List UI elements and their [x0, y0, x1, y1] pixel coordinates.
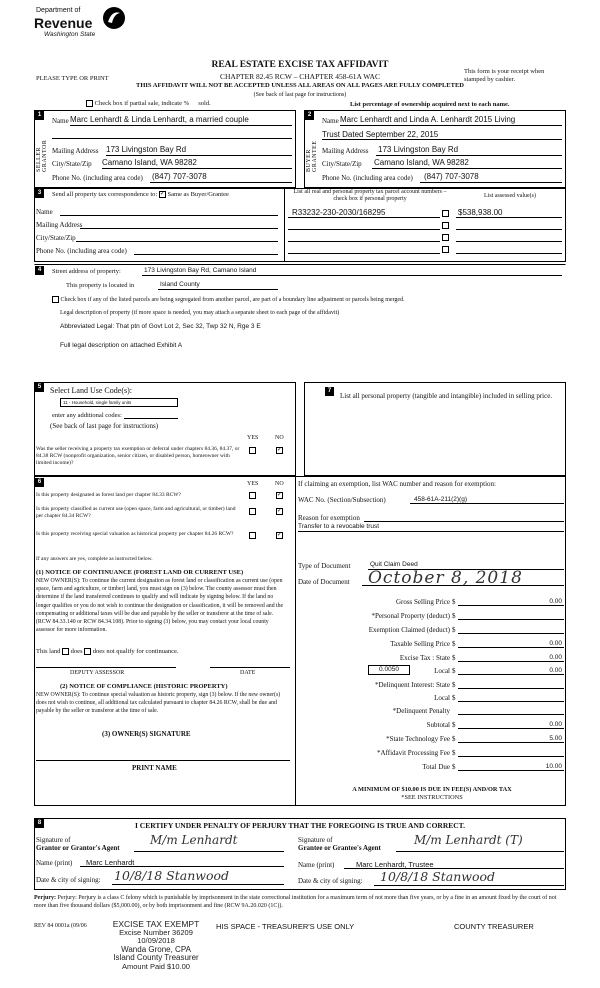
land-use-select[interactable]: 11 - Household, single family units	[60, 398, 178, 407]
perjury-statement: Perjury: Perjury: Perjury is a class C felony which is punishable by imprisonment in the state correctional institution for a maximum term of not more than five years, or by a fine in an amount fixed by the court of not more than five thousand dollars ($5,000.00), or by both imprisonment and fine (RCW 9A.20.020 (1C)).	[34, 895, 557, 909]
buyer-phone-label: Phone No. (including area code)	[322, 174, 413, 182]
current-use-no-checkbox[interactable]: ✓	[277, 508, 283, 514]
buyer-phone: (847) 707-3078	[424, 172, 479, 181]
delinq-local-currency: $	[452, 694, 456, 702]
delinq-state-label: *Delinquent Interest: State	[374, 681, 450, 689]
grantee-name: Marc Lenhardt, Trustee	[356, 860, 434, 869]
subtotal-label: Subtotal	[426, 721, 450, 729]
parcel-header: List all real and personal property tax parcel account numbers – check box if personal property	[293, 189, 447, 202]
seller-name-label: Name	[52, 117, 69, 125]
grantee-name-label: Name (print)	[298, 861, 335, 869]
s5-yes: YES	[247, 435, 259, 441]
compliance-body: NEW OWNER(S): To continue special valuation as historic property, sign (3) below. If the new owner(s) does not wish to continue, all additional tax calculated pursuant to chapter 84.26 RCW, shall be due and payable by the seller or transferor at the time of sale.	[36, 692, 281, 714]
continuance-body: NEW OWNER(S): To continue the current designation as forest land or classification as current use (open space, farm and agriculture, or timber) land, you must sign on (3) below. The county assessor must then determine if the land transferred continues to qualify and will indicate by signing below. If the land no longer qualifies or you do not wish to continue the designation or classification, it will be removed and the compensating or additional taxes will be due and payable by the seller or transferor at the time of sale. (RCW 84.33.140 or RCW 84.34.108). Prior to signing (3) below, you may contact your local county assessor for more information.	[36, 578, 284, 634]
does-checkbox[interactable]	[62, 648, 69, 655]
grantor-sig-label: Signature of Grantor or Grantor's Agent	[36, 836, 120, 852]
excise-state-label: Excise Tax : State	[399, 654, 450, 662]
s3-city-label: City/State/Zip	[36, 234, 76, 242]
taxable-label: Taxable Selling Price	[390, 640, 450, 648]
s5-yes-checkbox[interactable]	[249, 447, 256, 454]
exempt-currency: $	[452, 626, 456, 634]
grantor-name-label: Name (print)	[36, 859, 73, 867]
exempt-label: Exemption Claimed (deduct)	[368, 626, 450, 634]
local-rate: 0.0050	[368, 665, 410, 675]
partial-sale: Check box if partial sale, indicate % sold.	[86, 100, 211, 107]
continuance-qualify: This land does does not qualify for continuance.	[36, 648, 179, 655]
doc-type-label: Type of Document	[298, 562, 351, 570]
forest-question: Is this property designated as forest land per chapter 84.33 RCW?	[36, 492, 181, 498]
logo-state: Washington State	[44, 31, 96, 38]
grantor-date-label: Date & city of signing:	[36, 876, 101, 884]
seller-mailing-label: Mailing Address	[52, 147, 99, 155]
doc-type-value: Quit Claim Deed	[370, 561, 418, 568]
parcel-personal-checkbox-3[interactable]	[442, 234, 449, 241]
section-7-number: 7	[325, 387, 334, 396]
seller-side-label: SELLER GRANTOR	[36, 139, 48, 172]
seller-phone-label: Phone No. (including area code)	[52, 174, 143, 182]
grantor-name: Marc Lenhardt	[86, 858, 135, 867]
delinq-penalty-label: *Delinquent Penalty	[392, 707, 450, 715]
forest-no-checkbox[interactable]: ✓	[277, 492, 283, 498]
land-use-label: Select Land Use Code(s):	[50, 386, 132, 395]
total-label: Total Due	[422, 763, 450, 771]
assessed-value: $538,938.00	[458, 208, 503, 217]
segregate-checkbox[interactable]	[52, 296, 59, 303]
section-5-number: 5	[35, 383, 44, 392]
taxable-currency: $	[452, 640, 456, 648]
section-8-number: 8	[35, 819, 44, 828]
tech-fee-currency: $	[452, 735, 456, 743]
abbrev-legal: Abbreviated Legal: That ptn of Govt Lot 2, Sec 32, Twp 32 N, Rge 3 E	[60, 323, 261, 330]
personal-label: *Personal Property (deduct)	[371, 612, 450, 620]
local-value: 0.00	[549, 667, 562, 674]
seller-city: Camano Island, WA 98282	[102, 158, 197, 167]
s3-mailing-label: Mailing Address	[36, 221, 83, 229]
forest-yes-checkbox[interactable]	[249, 492, 256, 499]
full-legal: Full legal description on attached Exhibit A	[60, 342, 183, 349]
grantee-signature: M/m Lenhardt (T)	[414, 833, 523, 847]
dor-logo	[34, 6, 134, 58]
section-2-number: 2	[305, 111, 314, 120]
buyer-city-label: City/State/Zip	[322, 160, 362, 168]
personal-property-text: List all personal property (tangible and intangible) included in selling price.	[340, 392, 553, 400]
located-label: This property is located in	[66, 282, 135, 289]
form-warning: THIS AFFIDAVIT WILL NOT BE ACCEPTED UNLESS ALL AREAS ON ALL PAGES ARE FULLY COMPLETED	[136, 82, 464, 89]
gross-value: 0.00	[549, 598, 562, 605]
tech-fee-label: *State Technology Fee	[386, 735, 450, 743]
deputy-assessor-label: DEPUTY ASSESSOR	[70, 670, 125, 676]
grantor-signature: M/m Lenhardt	[150, 833, 238, 847]
owner-signature-label: (3) OWNER(S) SIGNATURE	[102, 730, 191, 738]
street-value: 173 Livingston Bay Rd, Camano Island	[144, 267, 257, 274]
buyer-name-1: Marc Lenhardt and Linda A. Lenhardt 2015 Living	[340, 115, 516, 124]
total-value: 10.00	[545, 763, 562, 770]
same-as-buyer-checkbox[interactable]: ✓	[159, 191, 165, 198]
section-6-number: 6	[35, 478, 44, 487]
additional-codes-label: enter any additional codes:	[52, 412, 122, 419]
personal-currency: $	[452, 612, 456, 620]
seller-city-label: City/State/Zip	[52, 160, 92, 168]
washington-logo-icon	[102, 6, 126, 30]
exemption-heading: If claiming an exemption, list WAC number and reason for exemption:	[298, 480, 496, 488]
form-title: REAL ESTATE EXCISE TAX AFFIDAVIT	[211, 60, 389, 70]
buyer-name-2: Trust Dated September 22, 2015	[322, 130, 439, 139]
total-currency: $	[452, 763, 456, 771]
gross-currency: $	[452, 598, 456, 606]
excise-state-value: 0.00	[549, 654, 562, 661]
parcel-personal-checkbox-4[interactable]	[442, 246, 449, 253]
buyer-mailing-label: Mailing Address	[322, 147, 369, 155]
buyer-name-label: Name	[322, 117, 339, 125]
wac-label: WAC No. (Section/Subsection)	[298, 496, 386, 504]
tech-fee-value: 5.00	[549, 735, 562, 742]
buyer-mailing: 173 Livingston Bay Rd	[378, 145, 459, 154]
certify-statement: I CERTIFY UNDER PENALTY OF PERJURY THAT THE FOREGOING IS TRUE AND CORRECT.	[134, 821, 465, 830]
wac-value: 458-61A-211(2)(g)	[414, 496, 467, 503]
reason-value: Transfer to a revocable trust	[298, 523, 380, 530]
buyer-side-label: BUYER GRANTEE	[306, 140, 318, 172]
s5-no-checkbox[interactable]: ✓	[277, 447, 283, 453]
does-not-checkbox[interactable]	[84, 648, 91, 655]
s3-name-label: Name	[36, 208, 53, 216]
see-back-5: (See back of last page for instructions)	[50, 422, 159, 430]
if-yes-note: If any answers are yes, complete as instructed below.	[36, 556, 153, 562]
continuance-title: (1) NOTICE OF CONTINUANCE (FOREST LAND OR CURRENT USE)	[36, 569, 244, 576]
parcel-personal-checkbox-1[interactable]	[442, 210, 449, 217]
gross-label: Gross Selling Price	[395, 598, 450, 606]
treasurer-use-only: HIS SPACE - TREASURER'S USE ONLY	[216, 922, 355, 931]
partial-sale-checkbox[interactable]	[86, 100, 93, 107]
parcel-personal-checkbox-2[interactable]	[442, 222, 449, 229]
list-pct-note: List percentage of ownership acquired next to each name.	[350, 101, 510, 108]
affidavit-fee-currency: $	[452, 749, 456, 757]
send-correspondence: Send all property tax correspondence to: ✓ Same as Buyer/Grantee	[52, 191, 229, 198]
excise-currency: $	[452, 654, 456, 662]
section-4-number: 4	[35, 266, 44, 275]
compliance-title: (2) NOTICE OF COMPLIANCE (HISTORIC PROPERTY)	[60, 683, 228, 690]
s5-no: NO	[275, 435, 284, 441]
form-chapter: CHAPTER 82.45 RCW – CHAPTER 458-61A WAC	[220, 72, 380, 81]
delinq-state-currency: $	[452, 681, 456, 689]
parcel-number: R33232-230-2030/168295	[292, 208, 386, 217]
doc-date-value: October 8, 2018	[368, 568, 523, 588]
taxable-value: 0.00	[549, 640, 562, 647]
perjury-text: Perjury: Perjury is a class C felony which is punishable by imprisonment in the state correctional institution for a maximum term of not more than five years, or by a fine in an amount fixed by the court of not more than five thousand dollars ($5,000.00), or by both imprisonment and fine (RCW 9A.20.020 (1C)).	[34, 895, 557, 909]
section-4	[34, 264, 566, 370]
exempt-stamp: EXCISE TAX EXEMPT Excise Number 36209 10/09/2018 Wanda Grone, CPA Island County Treasurer Amount Paid $10.00	[112, 919, 200, 971]
seller-name: Marc Lenhardt & Linda Lenhardt, a married couple	[70, 115, 249, 124]
see-instructions: *SEE INSTRUCTIONS	[401, 794, 463, 801]
local-label: Local	[434, 667, 450, 675]
assessor-date-label: DATE	[240, 670, 256, 676]
buyer-city: Camano Island, WA 98282	[374, 158, 469, 167]
grantee-date-city: 10/8/18 Stanwood	[380, 869, 496, 884]
section-6	[34, 476, 296, 806]
s6-yes: YES	[247, 481, 259, 487]
subtotal-currency: $	[452, 721, 456, 729]
minimum-note: A MINIMUM OF $10.00 IS DUE IN FEE(S) AND/OR TAX	[352, 786, 512, 793]
affidavit-fee-label: *Affidavit Processing Fee	[377, 749, 450, 757]
logo-dept: Department of	[36, 7, 81, 14]
county-value: Island County	[160, 281, 200, 288]
section-3-number: 3	[35, 189, 44, 198]
grantee-date-label: Date & city of signing:	[298, 877, 363, 885]
historic-no-checkbox[interactable]: ✓	[277, 532, 283, 538]
street-label: Street address of property:	[52, 268, 121, 275]
section-1-number: 1	[35, 111, 44, 120]
local-currency: $	[452, 667, 456, 675]
s3-phone-label: Phone No. (including area code)	[36, 247, 127, 255]
see-back-note: (See back of last page for instructions)	[253, 92, 347, 98]
receipt-note: This form is your receipt when stamped by cashier.	[464, 68, 545, 83]
county-treasurer-label: COUNTY TREASURER	[454, 922, 534, 931]
delinq-local-label: Local	[434, 694, 450, 702]
current-use-question: Is this property classified as current use (open space, farm and agricultural, or timber) land per chapter 84.34 RCW?	[36, 506, 236, 519]
reason-label: Reason for exemption	[298, 514, 360, 522]
segregate-row: Check box if any of the listed parcels are being segregated from another parcel, are part of a boundary line adjustment or parcels being merged.	[52, 296, 405, 303]
exemption-question: Was the seller receiving a property tax exemption or deferral under chapters 84.36, 84.37, or 84.38 RCW (nonprofit organization, senior citizen, or disabled person, homeowner with limited income)?	[36, 446, 240, 466]
assessed-header: List assessed value(s)	[484, 193, 536, 199]
print-name-label: PRINT NAME	[132, 764, 177, 772]
seller-phone: (847) 707-3078	[152, 172, 207, 181]
logo-revenue: Revenue	[34, 15, 93, 31]
historic-question: Is this property receiving special valuation as historical property per chapter 84.26 RCW?	[36, 531, 234, 537]
legal-label: Legal description of property (if more space is needed, you may attach a separate sheet to each page of the affidavit)	[60, 310, 340, 316]
historic-yes-checkbox[interactable]	[249, 532, 256, 539]
s6-no: NO	[275, 481, 284, 487]
seller-mailing: 173 Livingston Bay Rd	[106, 145, 187, 154]
subtotal-value: 0.00	[549, 721, 562, 728]
print-note: PLEASE TYPE OR PRINT	[36, 75, 109, 82]
current-use-yes-checkbox[interactable]	[249, 508, 256, 515]
grantor-date-city: 10/8/18 Stanwood	[114, 868, 230, 883]
rev-number: REV 84 0001a (09/06	[34, 923, 87, 929]
grantee-sig-label: Signature of Grantee or Grantee's Agent	[298, 836, 381, 852]
doc-date-label: Date of Document	[298, 578, 350, 586]
